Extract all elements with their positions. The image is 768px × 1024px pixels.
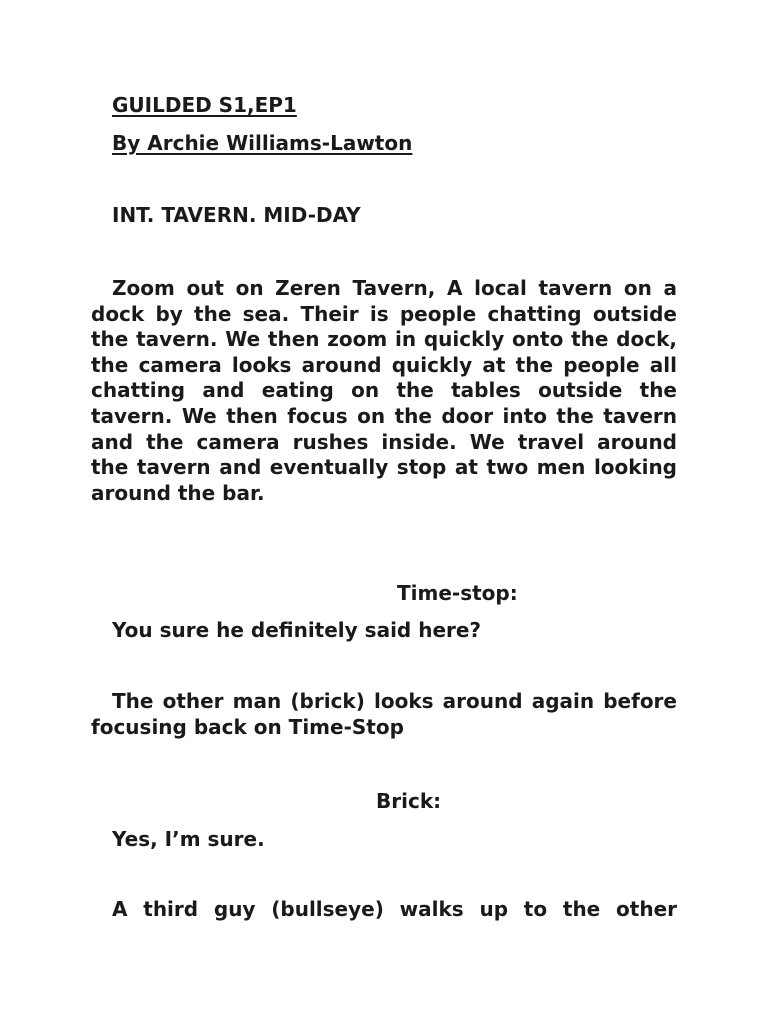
dialogue-2: Yes, I’m sure. bbox=[112, 827, 265, 851]
action-paragraph-1: Zoom out on Zeren Tavern, A local tavern on a dock by the sea. Their is people chatting outside the tavern. We then zoom in quickly onto the dock, the camera looks around quickly at the people all chatting and eating on the tables outside the tavern. We then focus on the door into the tavern and the camera rushes inside. We travel around the tavern and eventually stop at two men looking around the bar. bbox=[91, 276, 677, 505]
character-name-time-stop: Time-stop: bbox=[397, 581, 518, 605]
character-name-brick: Brick: bbox=[376, 789, 442, 813]
script-author: By Archie Williams-Lawton bbox=[112, 131, 413, 155]
dialogue-1: You sure he definitely said here? bbox=[112, 618, 482, 642]
scene-heading: INT. TAVERN. MID-DAY bbox=[112, 203, 361, 227]
action-paragraph-3: A third guy (bullseye) walks up to the other bbox=[112, 897, 677, 921]
action-paragraph-2: The other man (brick) looks around again before focusing back on Time-Stop bbox=[91, 689, 677, 739]
script-title: GUILDED S1,EP1 bbox=[112, 93, 297, 117]
